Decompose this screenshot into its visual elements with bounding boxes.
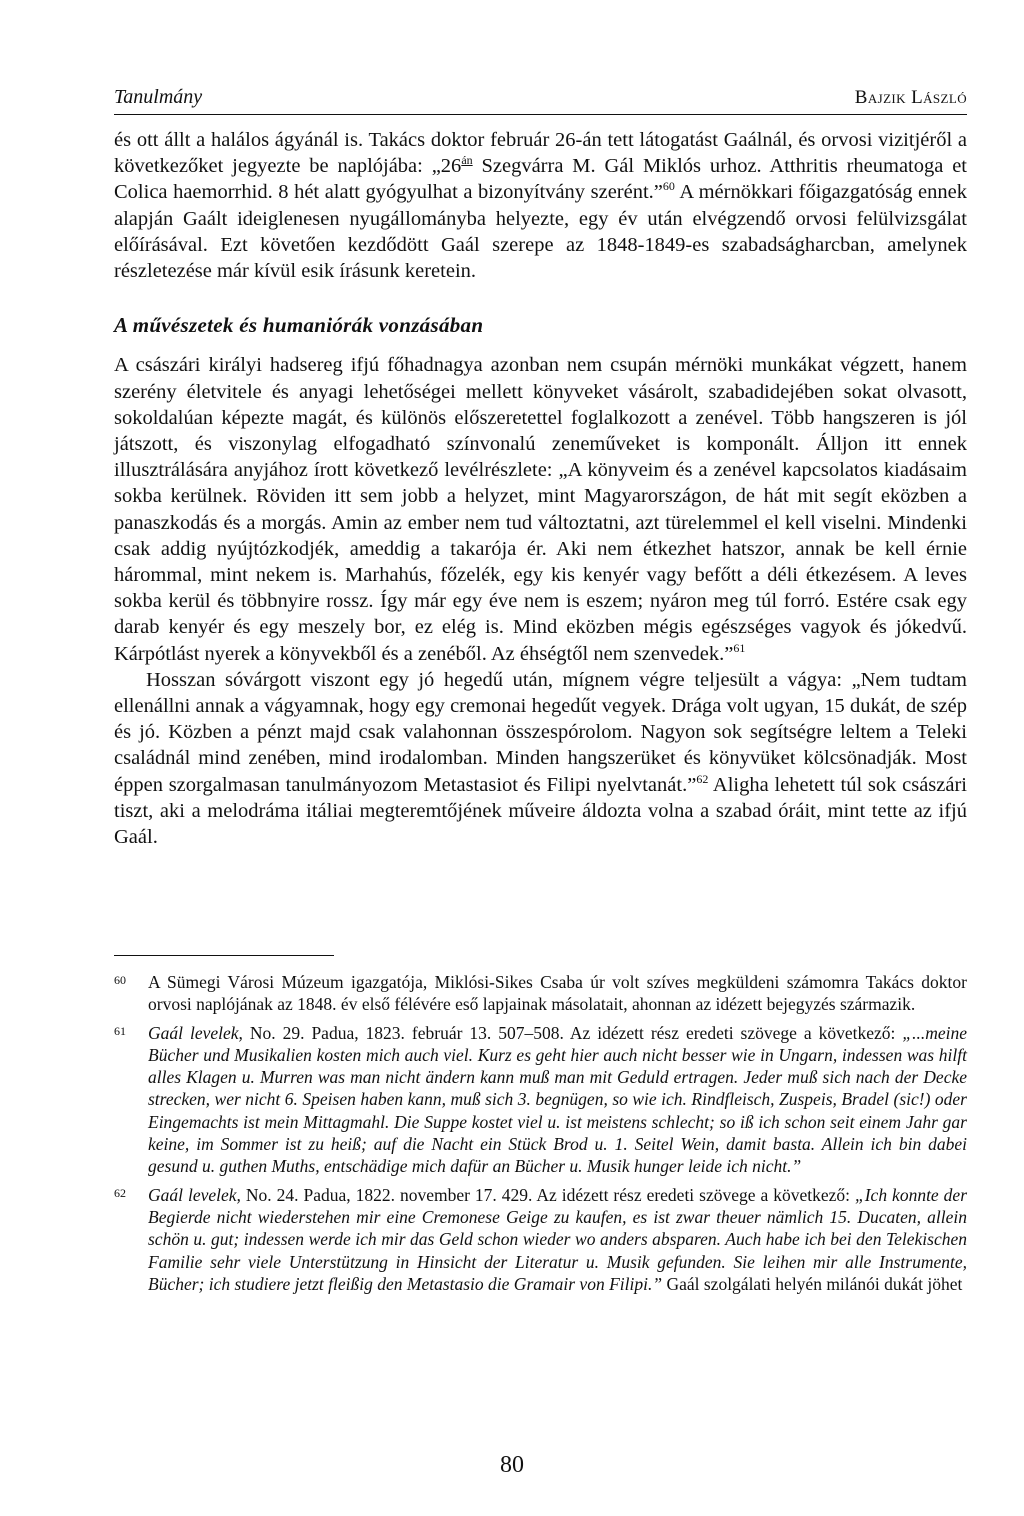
footnote-ref-60[interactable]: 60	[662, 179, 675, 194]
section-heading: A művészetek és humaniórák vonzásában	[114, 313, 484, 338]
footnote-ref-62[interactable]: 62	[696, 771, 709, 786]
running-head	[114, 84, 967, 115]
footnote-number: 62	[114, 1185, 126, 1200]
running-head-author: Bajzik László	[854, 87, 967, 108]
footnote-60: 60 A Sümegi Városi Múzeum igazgatója, Miklósi-Sikes Csaba úr volt szíves megküldeni számomra Takács doktor orvosi naplójának az 1848. év első félévére eső lapjainak másolatait, ahonnan az idézett bejegyzés származik.	[114, 971, 967, 1016]
main-text	[114, 127, 967, 850]
footnote-number: 61	[114, 1023, 126, 1038]
running-head-section: Tanulmány	[114, 86, 203, 108]
footnotes	[114, 971, 967, 1301]
footnote-quote: „Ich konnte der Begierde nicht wiederstehen mir eine Cremonese Geige zu kaufen, es ist zwar theuer nämlich 15. Ducaten, allein schön u. gut; indessen werde ich mir das Geld schon wieder wo anders absparen. Auch habe ich bei den Telekischen Familie sehr viele Unterstützung in Hinsicht der Literatur u. Musik gefunden. Sie leihen mir alle Instrumente, Bücher; ich studiere jetzt fleißig den Metastasio die Gramair von Filipi.”	[148, 1184, 968, 1294]
footnote-separator	[114, 955, 334, 956]
footnote-source: Gaál levelek,	[148, 1022, 243, 1043]
footnote-61: 61 Gaál levelek, No. 29. Padua, 1823. február 13. 507–508. Az idézett rész eredeti szövege a következő: „...meine Bücher und Musikalien kosten mich auch viel. Kurz es geht hier auch nicht besser wie in Ungarn, indessen was hilft alles Klagen u. Murren was man nicht ändern kann muß man mit Geduld ertragen. Jeder muß sich nach der Decke strecken, wer nicht 6. Speisen haben kann, muß sich 3. begnügen, so wie ich. Rindfleisch, Zuspeis, Bradel (sic!) oder Eingemachts ist mein Mittagmahl. Die Suppe kostet viel u. ist meistens schlecht; so iß ich schon seit einem Jahr gar keine, im Sommer ist zu heiß; auf die Nacht ein Stück Brod u. 1. Seitel Wein, damit basta. Allein ich bin dabei gesund u. guthen Muths, entschädige mich dafür an Bücher u. Musik hunger leide ich nicht.”	[114, 1022, 967, 1178]
paragraph: és ott állt a halálos ágyánál is. Takács doktor február 26-án tett látogatást Gaálnál, és orvosi vizitjéről a következőket jegyezte be naplójába: $„26^{án}$ Szegvárra M. Gál Miklós urhoz. Atthritis rheumatoga et Colica haemorrhid. 8 hét alatt gyógyulhat a bizonyítvány szerént.”$^{60}$ A mérnökkari főigazgatóság ennek alapján Gaált ideiglenesen nyugállományba helyezte, egy év után elvégzendő orvosi felülvizsgálat előírásával. Ezt követően kezdődött Gaál szerepe az 1848-1849-es szabadságharcban, amelynek részletezése már kívül esik írásunk keretein.	[114, 129, 968, 283]
footnote-ref-61[interactable]: 61	[733, 640, 746, 655]
footnote-source: Gaál levelek,	[148, 1184, 241, 1205]
page-number: 80	[500, 1452, 524, 1478]
paragraph: Hosszan sóvárgott viszont egy jó hegedű után, mígnem végre teljesült a vágya: „Nem tudtam ellenállni annak a vágyamnak, hogy egy cremonai hegedűt vegyek. Drága volt ugyan, 15 dukát, de szép és jó. Közben a pénzt majd csak valahonnan összespórolom. Nagyon sok segítségre leltem a Teleki családnál mind zenében, mind irodalomban. Minden hangszerüket és könyvüket kölcsönadják. Most éppen szorgalmasan tanulmányozom Metastasiot és Filipi nyelvtanát.”$^{62}$ Aligha lehetett túl sok császári tiszt, aki a melodráma itáliai megteremtőjének műveire áldozta volna a szabad óráit, mint tette az ifjú Gaál.	[114, 668, 968, 849]
footnote-number: 60	[114, 973, 126, 987]
footnote-quote: „...meine Bücher und Musikalien kosten mich auch viel. Kurz es geht hier auch nicht besser wie in Ungarn, indessen was hilft alles Klagen u. Murren was man nicht ändern kann muß man mit Geduld ertragen. Jeder muß sich nach der Decke strecken, wer nicht 6. Speisen haben kann, muß sich 3. begnügen, so wie ich. Rindfleisch, Zuspeis, Bradel (sic!) oder Eingemachts ist mein Mittagmahl. Die Suppe kostet viel u. ist meistens schlecht; so iß ich schon seit einem Jahr gar keine, im Sommer ist zu heiß; auf die Nacht ein Stück Brod u. 1. Seitel Wein, damit basta. Allein ich bin dabei gesund u. guthen Muths, entschädige mich dafür an Bücher u. Musik hunger leide ich nicht.”	[148, 1022, 967, 1177]
superscript-an: án	[461, 153, 473, 168]
footnote-62: 62 Gaál levelek, No. 24. Padua, 1822. november 17. 429. Az idézett rész eredeti szövege a következő: „Ich konnte der Begierde nicht wiederstehen mir eine Cremonese Geige zu kaufen, es ist zwar theuer nämlich 15. Ducaten, allein schön u. gut; indessen werde ich mir das Geld schon wieder wo anders absparen. Auch habe ich bei den Telekischen Familie sehr viele Unterstützung in Hinsicht der Literatur u. Musik gefunden. Sie leihen mir alle Instrumente, Bücher; ich studiere jetzt fleißig den Metastasio die Gramair von Filipi.” Gaál szolgálati helyén milánói dukát jöhet	[114, 1184, 967, 1295]
paragraph: A császári királyi hadsereg ifjú főhadnagya azonban nem csupán mérnöki munkákat végzett, hanem szerény életvitele és anyagi lehetőségei mellett könyveket vásárolt, szabadidejében sokat olvasott, sokoldalúan képezte magát, és különös előszeretettel foglalkozott a zenével. Több hangszeren is jól játszott, és viszonylag elfogadható színvonalú zeneműveket is komponált. Álljon itt ennek illusztrálására anyjához írott következő levélrészlete: „A könyveim és a zenével kapcsolatos kiadásaim sokba kerülnek. Röviden itt sem jobb a helyzet, mint Magyarországon, de hát mit segít eközben a panaszkodás és a morgás. Amin az ember nem tud változtatni, azt türelemmel el kell viselni. Mindenki csak addig nyújtózkodjék, ameddig a takarója ér. Aki nem étkezhet hatszor, annak be kell érnie hárommal, mint nekem is. Marhahús, főzelék, egy kis kenyér vagy befőtt a déli étkezésem. A leves sokba kerül és többnyire rossz. Így már egy éve nem is eszem; nyáron meg túl forró. Estére csak egy darab kenyér és egy meszely bor, ez elég is. Mind eközben mégis egészséges vagyok és jókedvű. Kárpótlást nyerek a könyvekből és a zenéből. Az éhségtől nem szenvedek.”$^{61}$	[114, 354, 967, 665]
